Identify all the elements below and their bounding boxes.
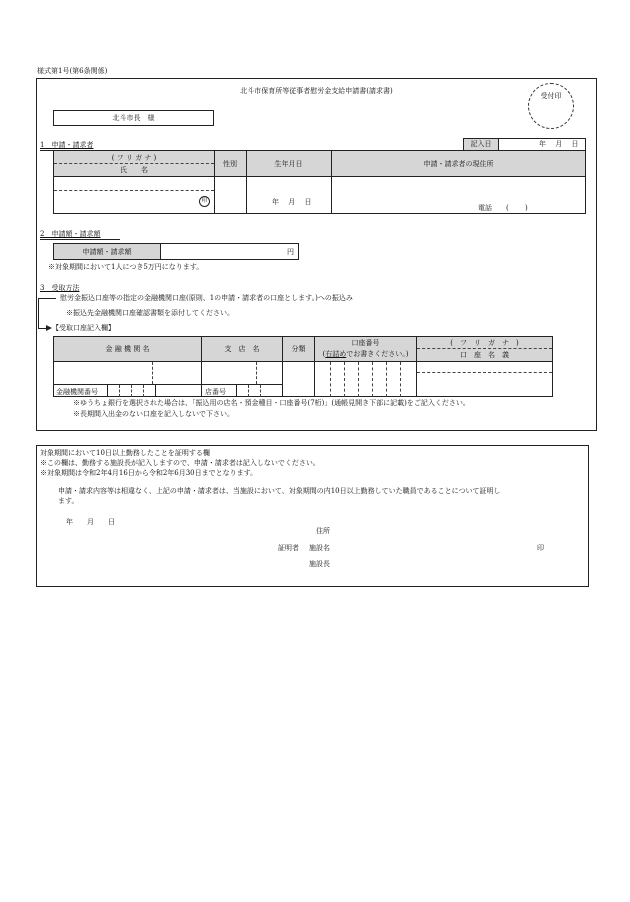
seal-mark-label: 印: [201, 197, 208, 204]
yucho-note: ※ゆうちょ銀行を選択された場合は、「振込用の店名・預金種目・口座番号(7桁)」(通帳見開き下部に記載)をご記入ください。: [73, 399, 470, 407]
bank-code-end: [155, 384, 156, 397]
form-title: 北斗市保育所等従事者慰労金支給申請書(請求書): [240, 87, 393, 95]
acct-no-sub-rest: でお書きください。: [346, 350, 406, 358]
furigana-label: ( フ リ ガ ナ ): [111, 154, 157, 162]
branch-name-input[interactable]: [202, 362, 282, 384]
branch-label: 支 店 名: [224, 345, 260, 353]
receipt-stamp-label: 受付印: [540, 92, 562, 100]
bank-code-d3: [143, 385, 144, 397]
cert-heading: 対象期間において10日以上勤務したことを証明する欄: [40, 449, 210, 457]
branch-code-label: 店番号: [205, 388, 226, 396]
amount-label: 申請額・請求額: [82, 248, 132, 256]
address-input[interactable]: [332, 177, 585, 203]
bank-code-line: [53, 384, 202, 385]
cert-note-2: ※対象期間は令和2年4月16日から令和2年6月30日までとなります。: [40, 469, 258, 477]
facility-name-label: 施設名: [309, 544, 330, 552]
cert-note-1: ※この欄は、勤務する施設長が記入しますので、申請・請求者は記入しないでください。: [40, 459, 320, 467]
yen-label: 円: [287, 248, 294, 256]
amount-input[interactable]: [160, 243, 299, 260]
acct-no-label: 口座番号: [351, 339, 380, 347]
bracket-side: [38, 298, 39, 328]
birth-label: 生年月日: [274, 160, 303, 168]
section3-heading: 3 受取方法: [40, 284, 80, 292]
gender-input[interactable]: [215, 177, 246, 213]
acct-no-sub-underlined: 右詰め: [325, 350, 347, 358]
section2-rule: [40, 239, 120, 240]
bracket-top: [38, 298, 56, 299]
branch-code-d2: [260, 385, 261, 397]
section2-heading: 2 申請額・請求額: [40, 230, 101, 238]
cert-seal: 印: [537, 544, 544, 552]
acct-digit-1: [330, 362, 331, 397]
bank-code-label: 金融機関番号: [56, 388, 98, 396]
account-section-title: 【受取口座記入欄】: [52, 324, 115, 332]
entry-date-label: 記入日: [470, 140, 492, 148]
bank-name-input[interactable]: [54, 362, 201, 384]
cert-address-label: 住所: [316, 527, 330, 535]
holder-kana-input[interactable]: [417, 362, 552, 372]
acct-digit-3: [358, 362, 359, 397]
type-input[interactable]: [283, 362, 314, 397]
bank-label: 金 融 機 関 名: [105, 345, 150, 353]
bank-name-divider: [152, 362, 153, 384]
address-label: 申請・請求者の現住所: [423, 160, 494, 168]
director-name-input[interactable]: [336, 558, 526, 570]
birth-value: 年 月 日: [272, 198, 312, 206]
branch-code-d1: [248, 385, 249, 397]
director-label: 施設長: [309, 560, 330, 568]
cert-body-2: ます。: [58, 497, 79, 505]
section1-heading: 1 申請・請求者: [40, 141, 94, 149]
furigana-field-divider: [54, 190, 214, 191]
branch-code-sep: [236, 384, 237, 397]
type-label: 分類: [291, 345, 306, 353]
furigana-divider: [54, 163, 214, 164]
certifier-label: 証明者: [278, 544, 299, 552]
holder-label: 口 座 名 義: [460, 351, 509, 359]
entry-date-value: 年 月 日: [539, 140, 579, 148]
inactive-note: ※長期間入出金のない口座を記入しないで下さい。: [73, 410, 234, 418]
transfer-text: 慰労金振込口座等の指定の金融機関口座(原則、1の申請・請求者の口座とします。)への振込み: [60, 294, 353, 302]
bank-code-sep: [107, 384, 108, 397]
holder-name-input[interactable]: [417, 373, 552, 396]
acct-no-sub: (右詰めでお書きください。): [322, 350, 409, 358]
amount-note: ※対象期間において1人につき5万円になります。: [48, 263, 204, 271]
cert-address-input[interactable]: [336, 525, 526, 537]
receipt-stamp: [528, 83, 574, 129]
acct-digit-4: [372, 362, 373, 397]
acct-digit-6: [400, 362, 401, 397]
branch-code-line: [201, 384, 283, 385]
acct-digit-5: [386, 362, 387, 397]
bank-code-d1: [119, 385, 120, 397]
kana-divider: [417, 348, 552, 349]
name-input[interactable]: [55, 192, 195, 212]
acct-digit-2: [344, 362, 345, 397]
cert-body-1: 申請・請求内容等は相違なく、上記の申請・請求者は、当施設において、対象期間の内10日以上勤務していた職員であることについて証明し: [58, 487, 501, 495]
form-number: 様式第1号(第6条関係): [37, 67, 108, 75]
attach-note: ※振込先金融機関口座確認書類を添付してください。: [66, 309, 234, 317]
name-label: 氏 名: [120, 166, 148, 174]
branch-name-divider: [256, 362, 257, 384]
phone-label: 電話 ( ): [478, 204, 528, 212]
gender-label: 性別: [223, 160, 237, 168]
bank-code-d2: [131, 385, 132, 397]
kana-label: ( フ リ ガ ナ ): [450, 339, 519, 347]
facility-name-input[interactable]: [336, 542, 526, 554]
cert-date: 年 月 日: [66, 518, 115, 526]
addressee: 北斗市長 様: [112, 114, 155, 122]
